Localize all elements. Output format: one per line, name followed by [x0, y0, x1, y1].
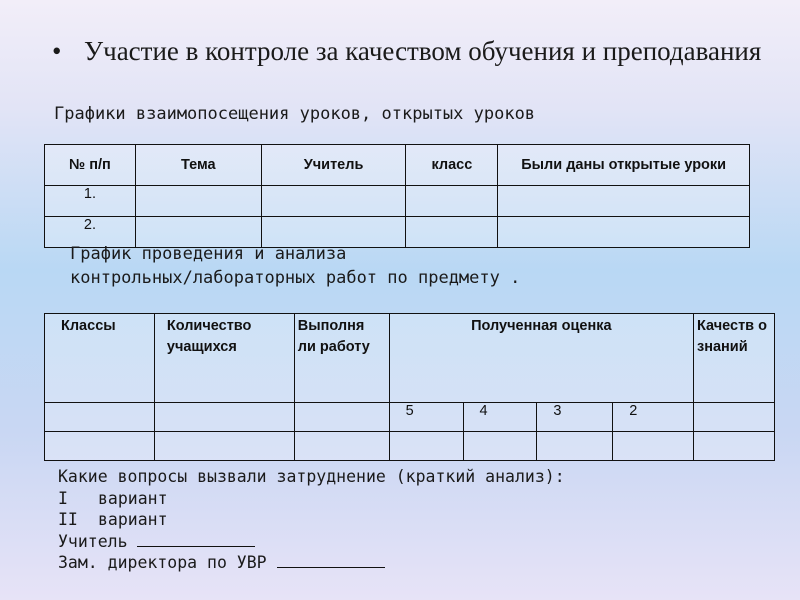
variant-number: II	[58, 510, 78, 529]
teacher-signature-blank	[137, 536, 255, 547]
table-cell	[154, 403, 294, 432]
table-cell	[498, 217, 750, 248]
subtitle-tests-line1: График проведения и анализа	[70, 244, 347, 264]
table-cell	[389, 432, 463, 461]
open-lessons-table	[44, 144, 750, 248]
tests-table	[44, 313, 775, 461]
header-number: № п/п	[45, 145, 136, 186]
header-open-lessons: Были даны открытые уроки	[498, 145, 750, 186]
grade-2: 2	[613, 403, 694, 432]
subtitle-visits: Графики взаимопосещения уроков, открытых уроков	[54, 104, 536, 124]
header-students-count: Количество учащихся	[154, 314, 294, 403]
grade-3: 3	[537, 403, 613, 432]
table-header-row	[45, 314, 775, 403]
table-cell	[294, 403, 389, 432]
bullet-icon: •	[52, 36, 62, 66]
table-cell	[613, 432, 694, 461]
deputy-line	[58, 552, 565, 574]
variant-label: вариант	[98, 510, 168, 529]
footer-notes	[58, 466, 565, 574]
deputy-signature-blank	[277, 557, 385, 568]
table-row	[45, 403, 775, 432]
variant-line	[58, 488, 565, 510]
variant-line	[58, 509, 565, 531]
row-number: 2.	[45, 217, 136, 248]
table-cell	[694, 432, 775, 461]
header-topic: Тема	[135, 145, 261, 186]
variant-label: вариант	[98, 488, 168, 508]
table-cell	[45, 403, 155, 432]
header-classes: Классы	[45, 314, 155, 403]
header-grades: Полученная оценка	[389, 314, 693, 403]
header-completed: Выполня ли работу	[294, 314, 389, 403]
header-quality: Качеств о знаний	[694, 314, 775, 403]
teacher-label: Учитель	[58, 531, 128, 551]
variant-number: I	[58, 488, 68, 508]
table-cell	[694, 403, 775, 432]
teacher-line	[58, 531, 565, 553]
table-cell	[406, 186, 498, 217]
deputy-label: Зам. директора по УВР	[58, 553, 267, 572]
subtitle-tests-line2: контрольных/лабораторных работ по предмету .	[70, 268, 521, 288]
table-cell	[261, 186, 406, 217]
subtitle-tests	[70, 242, 520, 290]
table-cell	[135, 186, 261, 217]
table-header-row	[45, 145, 750, 186]
heading-text: Участие в контроле за качеством обучения и преподавания	[84, 36, 762, 66]
table-cell	[154, 432, 294, 461]
table-cell	[498, 186, 750, 217]
table-row	[45, 186, 750, 217]
header-class: класс	[406, 145, 498, 186]
table-cell	[294, 432, 389, 461]
grade-5: 5	[389, 403, 463, 432]
grade-4: 4	[463, 403, 537, 432]
header-teacher: Учитель	[261, 145, 406, 186]
table-cell	[463, 432, 537, 461]
row-number: 1.	[45, 186, 136, 217]
table-cell	[45, 432, 155, 461]
slide-heading	[52, 36, 772, 67]
table-cell	[537, 432, 613, 461]
table-row	[45, 432, 775, 461]
question-line: Какие вопросы вызвали затруднение (краткий анализ):	[58, 467, 565, 486]
